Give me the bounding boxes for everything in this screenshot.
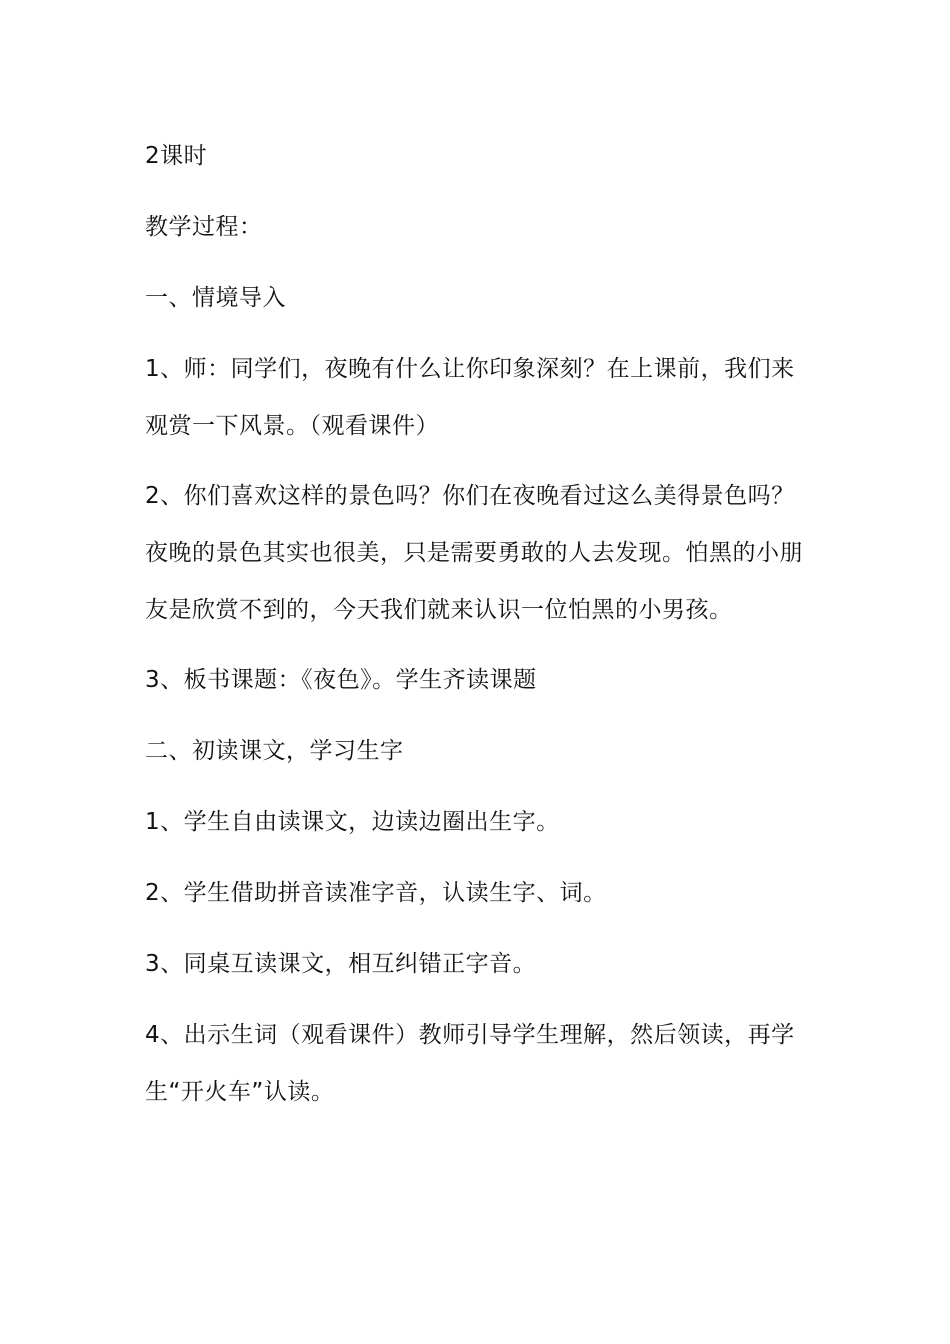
section-heading-introduction: 一、情境导入 xyxy=(145,285,286,311)
paragraph-reading-step-1: 1、学生自由读课文，边读边圈出生字。 xyxy=(145,809,560,835)
paragraph-intro-step-1: 1、师：同学们，夜晚有什么让你印象深刻？在上课前，我们来观赏一下风景。（观看课件） xyxy=(145,356,795,439)
lesson-duration: 2课时 xyxy=(145,143,208,169)
paragraph-intro-step-2: 2、你们喜欢这样的景色吗？你们在夜晚看过这么美得景色吗？夜晚的景色其实也很美，只是需要勇敢的人去发现。怕黑的小朋友是欣赏不到的，今天我们就来认识一位怕黑的小男孩。 xyxy=(145,483,803,623)
section-heading-first-reading: 二、初读课文，学习生字 xyxy=(145,738,404,764)
document-body xyxy=(145,128,815,1134)
section-heading-teaching-process: 教学过程： xyxy=(145,214,263,240)
paragraph-reading-step-2: 2、学生借助拼音读准字音，认读生字、词。 xyxy=(145,880,607,906)
paragraph-reading-step-3: 3、同桌互读课文，相互纠错正字音。 xyxy=(145,951,537,977)
paragraph-reading-step-4: 4、出示生词（观看课件）教师引导学生理解，然后领读，再学生“开火车”认读。 xyxy=(145,1022,795,1105)
paragraph-intro-step-3: 3、板书课题：《夜色》。学生齐读课题 xyxy=(145,667,537,693)
